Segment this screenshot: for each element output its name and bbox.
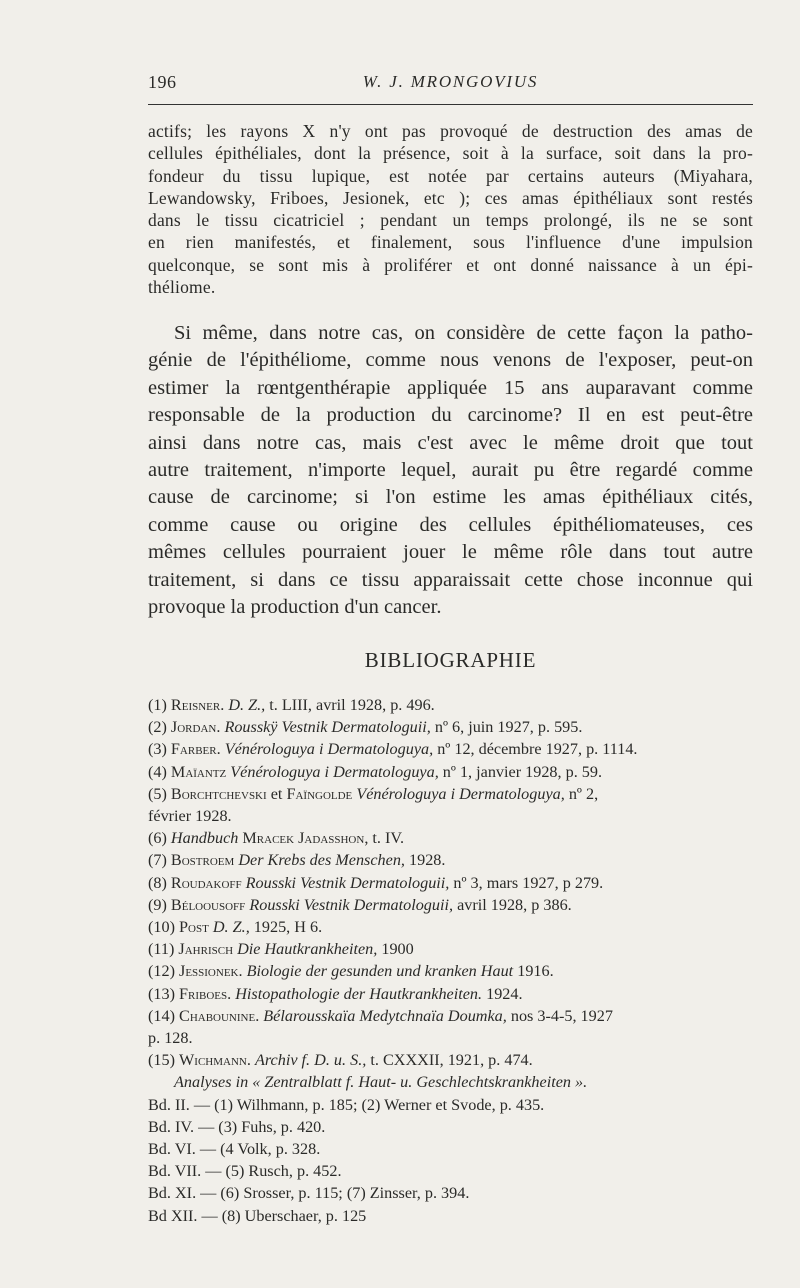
reference-title: Rousski Vestnik Dermatologuii, [245, 873, 450, 892]
reference-author: Roudakoff [170, 873, 242, 892]
paragraph-continued [148, 120, 753, 298]
reference-number: (8) [148, 873, 167, 892]
text-line: autre traitement, n'importe lequel, aurait pu être regardé comme [148, 459, 753, 482]
reference-item [148, 983, 768, 1005]
reference-author: Wichmann. [179, 1051, 251, 1070]
analysis-line: Bd. IV. — (3) Fuhs, p. 420. [148, 1117, 326, 1136]
reference-item [148, 827, 768, 849]
text-line: provoque la production d'un cancer. [148, 596, 442, 619]
reference-item [148, 1049, 768, 1071]
reference-item [148, 761, 768, 783]
text-line: Lewandowsky, Friboes, Jesionek, etc ); ces amas épithéliaux sont restés [148, 187, 753, 208]
reference-number: (14) [148, 1006, 175, 1025]
reference-details: 1924. [482, 984, 523, 1003]
reference-title: Handbuch [170, 829, 239, 848]
reference-author: Reisner. [170, 696, 225, 714]
text-line: génie de l'épithéliome, comme nous venons de l'exposer, peut-on [148, 349, 753, 372]
reference-author: Farber. [170, 740, 221, 759]
reference-details: nº 12, décembre 1927, p. 1114. [433, 740, 638, 759]
reference-number: (11) [148, 940, 175, 959]
reference-author: Jahrisch [178, 940, 234, 959]
reference-title: Histopathologie der Hautkrankheiten. [235, 984, 483, 1003]
reference-title: Der Krebs des Menschen, [238, 851, 405, 870]
analysis-line: Bd. XI. — (6) Srosser, p. 115; (7) Zinsser, p. 394. [148, 1184, 470, 1203]
reference-details: t. LIII, avril 1928, p. 496. [265, 696, 435, 714]
reference-item [148, 960, 768, 982]
text-line: dans le tissu cicatriciel ; pendant un temps prolongé, ils ne se sont [148, 210, 753, 231]
reference-author: Mracek Jadasshon, [242, 829, 369, 848]
text-line: cause de carcinome; si l'on estime les amas épithéliaux cités, [148, 486, 753, 509]
text-line: fondeur du tissu lupique, est notée par certains auteurs (Miyahara, [148, 165, 753, 186]
header-rule [148, 104, 753, 105]
text-line: actifs; les rayons X n'y ont pas provoqué de destruction des amas de [148, 121, 753, 141]
analyses-heading: Analyses in « Zentralblatt f. Haut- u. Geschlechtskrankheiten ». [174, 1073, 588, 1092]
reference-number: (5) [148, 784, 167, 803]
text-line: cellules épithéliales, dont la présence, soit à la surface, soit dans la pro- [148, 143, 753, 164]
reference-number: (13) [148, 984, 175, 1003]
reference-details: 1916. [513, 962, 554, 981]
text-line: responsable de la production du carcinome? Il en est peut-être [148, 404, 753, 427]
text-line: traitement, si dans ce tissu apparaissait cette chose inconnue qui [148, 568, 753, 591]
analysis-line: Bd XII. — (8) Uberschaer, p. 125 [148, 1206, 367, 1225]
reference-continuation: p. 128. [148, 1029, 193, 1048]
reference-author: Bostroem [170, 851, 235, 870]
reference-title: Die Hautkrankheiten, [237, 940, 378, 959]
reference-details: 1900 [377, 940, 414, 959]
reference-details: 1925, H 6. [249, 918, 323, 937]
reference-item [148, 716, 768, 738]
reference-details: t. CXXXII, 1921, p. 474. [366, 1051, 533, 1070]
reference-item [148, 738, 768, 760]
reference-title: Rousski Vestnik Dermatologuii, [249, 895, 454, 914]
reference-title: D. Z., [212, 918, 250, 937]
page-header [148, 72, 753, 96]
reference-author: Chabounine. [179, 1006, 260, 1025]
reference-item [148, 694, 768, 716]
reference-number: (15) [148, 1051, 175, 1070]
reference-author: Borchtchevski [170, 784, 267, 803]
reference-number: (2) [148, 718, 167, 737]
running-head: W. J. MRONGOVIUS [362, 72, 539, 91]
reference-number: (4) [148, 762, 167, 781]
text-line: quelconque, se sont mis à proliférer et ont donné naissance à un épi- [148, 254, 753, 275]
page-number: 196 [148, 72, 177, 92]
analysis-line: Bd. II. — (1) Wilhmann, p. 185; (2) Werner et Svode, p. 435. [148, 1095, 545, 1114]
reference-title: Vénérologuya i Dermatologuya, [356, 784, 565, 803]
reference-author: Jessionek. [179, 962, 243, 981]
text-line: théliome. [148, 277, 216, 298]
reference-number: (6) [148, 829, 167, 848]
reference-number: (10) [148, 918, 175, 937]
reference-details: avril 1928, p 386. [453, 895, 572, 914]
analysis-line: Bd. VII. — (5) Rusch, p. 452. [148, 1162, 342, 1181]
reference-author: Béloousoff [170, 895, 246, 914]
text-line: ainsi dans notre cas, mais c'est avec le même droit que tout [148, 431, 753, 454]
reference-conjunction: et [266, 784, 287, 803]
reference-author: Faïngolde [286, 784, 353, 803]
reference-number: (9) [148, 895, 167, 914]
reference-item [148, 1027, 768, 1049]
text-line: mêmes cellules pourraient jouer le même rôle dans tout autre [148, 541, 753, 564]
reference-number: (1) [148, 696, 167, 714]
reference-item [148, 805, 768, 827]
reference-author: Maïantz [170, 762, 227, 781]
reference-item [148, 849, 768, 871]
paragraph-discussion [148, 320, 753, 621]
reference-title: Vénérologuya i Dermatologuya, [224, 740, 434, 759]
text-line: comme cause ou origine des cellules épithéliomateuses, ces [148, 513, 753, 536]
reference-author: Jordan. [170, 718, 221, 737]
reference-details: t. IV. [368, 829, 405, 848]
text-line: estimer la rœntgenthérapie appliquée 15 ans auparavant comme [148, 376, 753, 399]
reference-details: nos 3-4-5, 1927 [506, 1006, 613, 1025]
reference-details: nº 2, [564, 784, 599, 803]
reference-details: 1928. [404, 851, 446, 870]
reference-continuation: février 1928. [148, 807, 232, 826]
text-line: Si même, dans notre cas, on considère de cette façon la patho- [174, 322, 753, 344]
reference-item [148, 872, 768, 894]
reference-title: Archiv f. D. u. S., [254, 1051, 367, 1070]
reference-number: (7) [148, 851, 167, 870]
reference-item [148, 783, 768, 805]
reference-title: Rousskÿ Vestnik Dermatologuii, [224, 718, 431, 737]
reference-title: D. Z., [228, 696, 266, 714]
reference-number: (12) [148, 962, 175, 981]
reference-title: Bélarousskaïa Medytchnaïa Doumka, [263, 1006, 507, 1025]
analysis-line: Bd. VI. — (4 Volk, p. 328. [148, 1140, 321, 1159]
reference-details: nº 3, mars 1927, p 279. [449, 873, 604, 892]
text-line: en rien manifestés, et finalement, sous l'influence d'une impulsion [148, 232, 753, 253]
reference-title: Vénérologuya i Dermatologuya, [230, 762, 439, 781]
reference-item [148, 894, 768, 916]
reference-details: nº 6, juin 1927, p. 595. [430, 718, 583, 737]
reference-item [148, 1005, 768, 1027]
reference-title: Biologie der gesunden und kranken Haut [246, 962, 514, 981]
bibliography-list [148, 694, 768, 1227]
reference-number: (3) [148, 740, 167, 759]
reference-author: Post [179, 918, 209, 937]
reference-author: Friboes. [179, 984, 232, 1003]
reference-details: nº 1, janvier 1928, p. 59. [438, 762, 603, 781]
reference-item [148, 938, 768, 960]
reference-item [148, 916, 768, 938]
bibliography-title: BIBLIOGRAPHIE [364, 648, 537, 672]
